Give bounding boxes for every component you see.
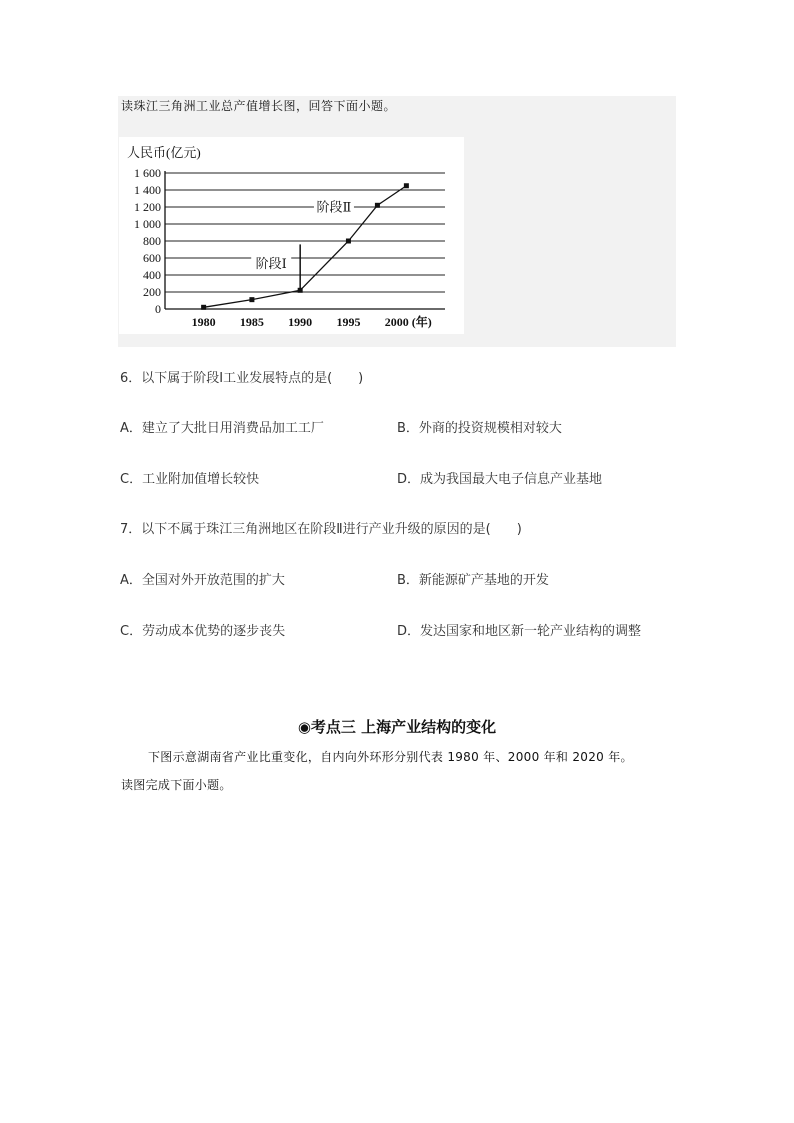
stage-annotation: 阶段Ⅱ bbox=[316, 199, 352, 215]
data-point bbox=[249, 297, 254, 302]
paragraph-line-2: 读图完成下面小题。 bbox=[121, 778, 232, 792]
y-tick-label: 1 400 bbox=[134, 183, 161, 197]
data-point bbox=[375, 203, 380, 208]
intro-text: 读珠江三角洲工业总产值增长图，回答下面小题。 bbox=[121, 99, 397, 113]
y-tick-label: 1 600 bbox=[134, 166, 161, 180]
x-tick-label: 1980 bbox=[191, 315, 216, 329]
y-tick-label: 1 000 bbox=[134, 217, 161, 231]
x-tick-label: 1985 bbox=[239, 315, 264, 329]
question-7-option-a[interactable]: A．全国对外开放范围的扩大 bbox=[120, 573, 285, 588]
target-bullet-icon: ◉ bbox=[297, 718, 311, 736]
section-heading bbox=[0, 716, 794, 737]
y-tick-label: 600 bbox=[143, 251, 161, 265]
y-axis-label: 人民币(亿元) bbox=[127, 145, 201, 160]
question-6-option-d[interactable]: D．成为我国最大电子信息产业基地 bbox=[397, 472, 603, 487]
question-7-stem: 7．以下不属于珠江三角洲地区在阶段Ⅱ进行产业升级的原因的是( ) bbox=[120, 522, 522, 537]
x-tick-label: 1990 bbox=[288, 315, 313, 329]
y-tick-label: 0 bbox=[155, 302, 161, 316]
question-6-option-b[interactable]: B．外商的投资规模相对较大 bbox=[397, 421, 562, 436]
data-point bbox=[346, 239, 351, 244]
y-tick-label: 200 bbox=[143, 285, 161, 299]
question-6-option-a[interactable]: A．建立了大批日用消费品加工工厂 bbox=[120, 421, 324, 436]
stage-annotation: 阶段Ⅰ bbox=[255, 256, 287, 272]
data-point bbox=[201, 305, 206, 310]
question-7-option-d[interactable]: D．发达国家和地区新一轮产业结构的调整 bbox=[397, 624, 642, 639]
data-point bbox=[298, 288, 303, 293]
question-6-option-c[interactable]: C．工业附加值增长较快 bbox=[120, 472, 260, 487]
y-tick-label: 800 bbox=[143, 234, 161, 248]
line-chart bbox=[119, 137, 464, 334]
x-axis-unit: (年) bbox=[411, 315, 432, 329]
y-tick-label: 1 200 bbox=[134, 200, 161, 214]
paragraph-line-1: 下图示意湖南省产业比重变化，自内向外环形分别代表 1980 年、2000 年和 2020 年。 bbox=[148, 750, 633, 764]
question-7-option-b[interactable]: B．新能源矿产基地的开发 bbox=[397, 573, 549, 588]
data-point bbox=[404, 183, 409, 188]
section-title-text: 考点三 上海产业结构的变化 bbox=[310, 718, 497, 736]
x-tick-label: 1995 bbox=[336, 315, 361, 329]
question-7-option-c[interactable]: C．劳动成本优势的逐步丧失 bbox=[120, 624, 286, 639]
industry-output-chart bbox=[119, 137, 464, 334]
y-tick-label: 400 bbox=[143, 268, 161, 282]
x-tick-label: 2000 bbox=[384, 315, 409, 329]
question-6-stem: 6．以下属于阶段Ⅰ工业发展特点的是( ) bbox=[120, 371, 364, 386]
